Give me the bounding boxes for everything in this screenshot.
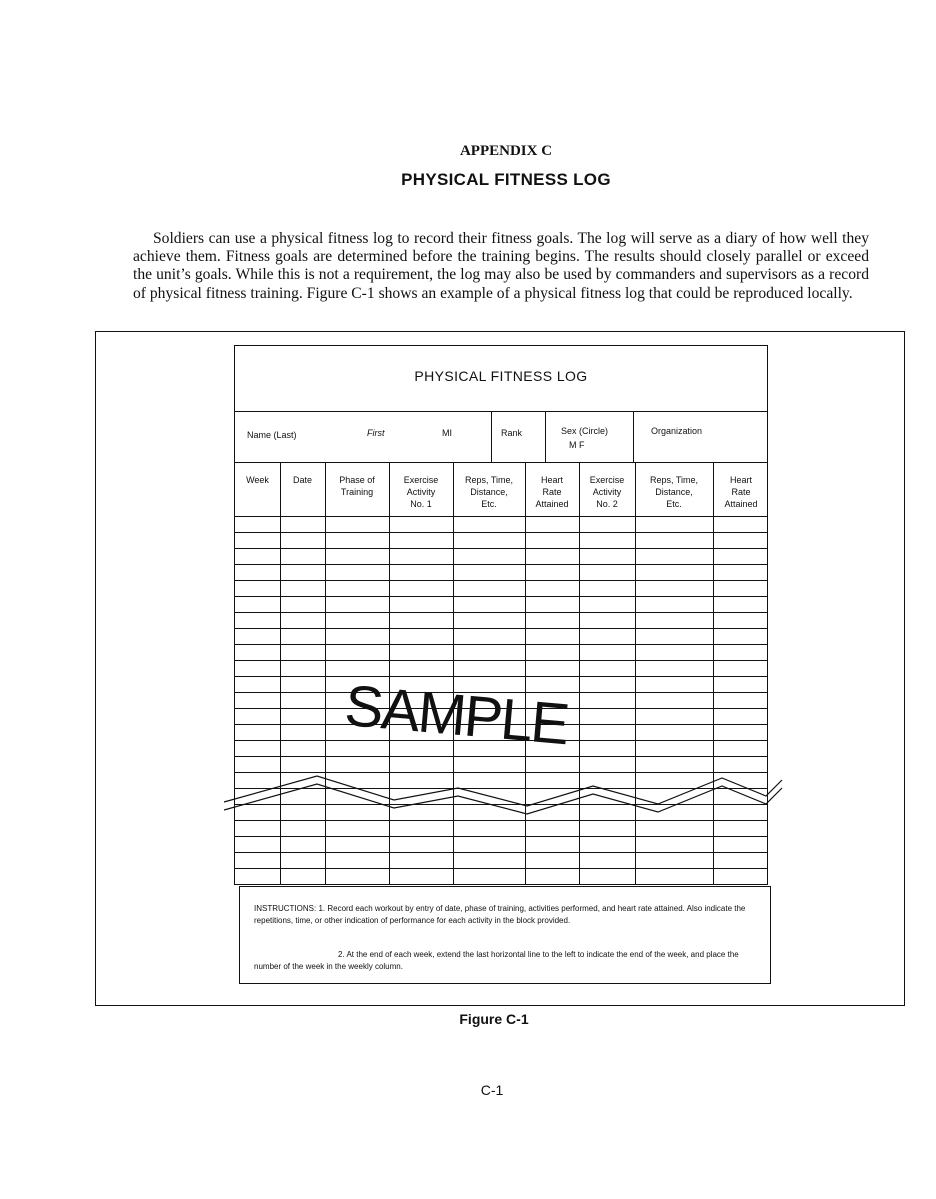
name-last-field: Name (Last) <box>247 430 297 440</box>
figure-caption: Figure C-1 <box>459 1011 529 1027</box>
row-line <box>235 628 767 629</box>
column-header: Week <box>246 475 269 485</box>
column-header: Date <box>292 475 312 485</box>
row-line <box>235 532 767 533</box>
row-line <box>235 868 767 869</box>
sex-options: M F <box>569 440 585 450</box>
row-line <box>235 644 767 645</box>
middle-initial-field: MI <box>442 428 452 438</box>
row-line <box>235 596 767 597</box>
sex-field: Sex (Circle) <box>561 426 609 436</box>
column-header: Reps, Time, Distance, Etc. <box>649 475 698 509</box>
organization-field: Organization <box>651 426 703 436</box>
sample-watermark: SAMPLE <box>342 672 571 758</box>
appendix-heading: APPENDIX C <box>459 143 553 159</box>
row-line <box>235 548 767 549</box>
form-divider <box>545 411 546 462</box>
page-title: PHYSICAL FITNESS LOG <box>401 170 611 189</box>
column-header: Heart Rate Attained <box>535 475 569 509</box>
first-name-field: First <box>367 428 385 438</box>
row-line <box>235 612 767 613</box>
column-header: Exercise Activity No. 1 <box>403 475 439 509</box>
column-header: Heart Rate Attained <box>724 475 758 509</box>
row-line <box>235 820 767 821</box>
row-line <box>235 676 767 677</box>
column-header: Exercise Activity No. 2 <box>589 475 625 509</box>
form-divider <box>633 411 634 462</box>
form-title: PHYSICAL FITNESS LOG <box>414 368 588 384</box>
page-number: C-1 <box>480 1082 504 1098</box>
column-header: Phase of Training <box>339 475 375 497</box>
column-header: Reps, Time, Distance, Etc. <box>464 475 513 509</box>
row-line <box>235 836 767 837</box>
row-line <box>235 564 767 565</box>
intro-paragraph: Soldiers can use a physical fitness log to record their fitness goals. The log will serve as a diary of how well they achieve them. Fitness goals are determined before the training begins. The results should closely parallel or exceed the unit’s goals. While this is not a requirement, the log may also be used by commanders and supervisors as a record of physical fitness training. Figure C-1 shows an example of a physical fitness log that could be reproduced locally. <box>133 230 869 302</box>
row-line <box>235 756 767 757</box>
form-divider <box>235 411 767 412</box>
rank-field: Rank <box>501 428 523 438</box>
form-divider <box>235 462 767 463</box>
instructions-step-2: 2. At the end of each week, extend the last horizontal line to the left to indicate the end of the week, and place the number of the week in the weekly column. <box>254 950 739 971</box>
form-divider <box>491 411 492 462</box>
row-line <box>235 516 767 517</box>
row-line <box>235 660 767 661</box>
row-line <box>235 852 767 853</box>
torn-edge-zigzag <box>222 770 786 820</box>
instructions-box <box>239 886 771 984</box>
row-line <box>235 580 767 581</box>
instructions-step-1: INSTRUCTIONS: 1. Record each workout by entry of date, phase of training, activities performed, and heart rate attained. Also indicate the repetitions, time, or other indication of performance for each activity in the block provided. <box>254 904 746 925</box>
